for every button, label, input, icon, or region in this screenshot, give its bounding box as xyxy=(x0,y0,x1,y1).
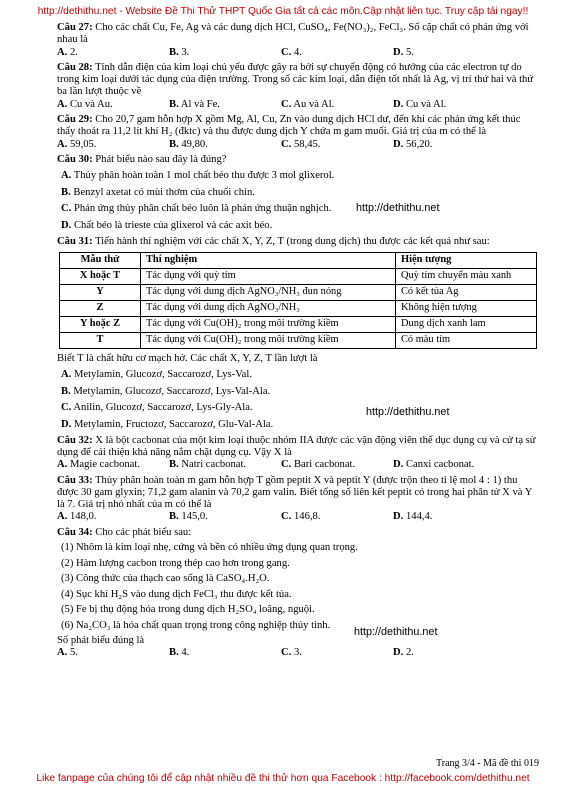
answer-options xyxy=(57,511,540,523)
table-row xyxy=(60,332,537,348)
option-d: D. Cu và Al. xyxy=(393,98,447,110)
option-c: C. 3. xyxy=(281,646,302,658)
table-cell: Có kết tủa Ag xyxy=(396,284,537,300)
question-34 xyxy=(57,527,540,539)
table-cell: Dung dịch xanh lam xyxy=(396,316,537,332)
site-footer-banner[interactable]: Like fanpage của chúng tôi để cập nhật nhiều đề thi thử hơn qua Facebook : http://facebook.com/dethithu.net xyxy=(36,773,530,784)
option-c: C. Anilin, Glucozơ, Saccarozơ, Lys-Gly-Ala. xyxy=(61,402,253,414)
table-cell: Có màu tím xyxy=(396,332,537,348)
answer-options xyxy=(57,47,540,59)
option-c: C. Au và Al. xyxy=(281,98,335,110)
option-b: B. Al và Fe. xyxy=(169,98,220,110)
statement-item: (5) Fe bị thụ động hóa trong dung dịch H₂SO₄ loãng, nguội. xyxy=(61,604,315,616)
option-d: D. 2. xyxy=(393,646,414,658)
table-row xyxy=(60,268,537,284)
watermark-url[interactable]: http://dethithu.net xyxy=(354,626,438,638)
question-28 xyxy=(57,62,540,99)
option-a: A. Metylamin, Glucozơ, Saccarozơ, Lys-Val. xyxy=(61,369,252,381)
table-row xyxy=(60,300,537,316)
answer-options xyxy=(57,99,540,111)
table-cell: T xyxy=(60,332,141,348)
table-cell: Tác dụng với Cu(OH)₂ trong môi trường kiềm xyxy=(141,316,396,332)
table-cell: Y xyxy=(60,284,141,300)
statement-item: (2) Hàm lượng cacbon trong thép cao hơn trong gang. xyxy=(61,557,290,569)
statement-item: (6) Na₂CO₃ là hóa chất quan trọng trong công nghiệp thủy tinh. xyxy=(61,619,331,631)
table-cell: Quỳ tím chuyển màu xanh xyxy=(396,268,537,284)
question-followup: Số phát biểu đúng là xyxy=(57,634,145,646)
question-text: Tính dẫn điện của kim loại chủ yếu được gây ra bởi sự chuyển động có hướng của các electron tự do trong kim loại dưới tác dụng của điện trường. Trong số các kim loại, dẫn điện tốt nhất là Ag, vị trí thứ hai và thứ ba lần lượt thuộc về xyxy=(57,61,534,98)
question-number: Câu 27: xyxy=(57,22,93,33)
table-header: Thí nghiệm xyxy=(141,252,396,268)
statement-item: (1) Nhôm là kim loại nhẹ, cứng và bền có nhiều ứng dụng quan trọng. xyxy=(61,541,358,553)
option-d: D. Chất béo là trieste của glixerol và các axit béo. xyxy=(61,220,273,232)
question-32 xyxy=(57,435,540,460)
experiment-table xyxy=(59,252,537,349)
question-text: Thủy phân hoàn toàn m gam hỗn hợp T gồm peptit X và peptit Y (được trộn theo tỉ lệ mol 4 : 1) thu được 30 gam glyxin; 71,2 gam alanin và 70,2 gam valin. Biết tổng số liên kết peptit có trong hai phân tử X và Y là 7. Giá trị nhỏ nhất của m có thể là xyxy=(57,474,532,511)
option-b: B. Benzyl axetat có mùi thơm của chuối chín. xyxy=(61,186,255,198)
site-header-banner[interactable]: http://dethithu.net - Website Đề Thi Thử THPT Quốc Gia tất cả các môn.Cập nhật liên tục. Truy cập tải ngay!! xyxy=(37,6,529,17)
exam-page-content xyxy=(57,22,540,659)
watermark-url[interactable]: http://dethithu.net xyxy=(366,406,450,418)
question-30 xyxy=(57,154,540,166)
question-33 xyxy=(57,475,540,512)
option-d: D. Metylamin, Fructozơ, Saccarozơ, Glu-Val-Ala. xyxy=(61,419,274,431)
option-d: D. 56,20. xyxy=(393,138,433,150)
option-b: B. 49,80. xyxy=(169,138,208,150)
table-cell: Tác dụng với Cu(OH)₂ trong môi trường kiềm xyxy=(141,332,396,348)
table-cell: Y hoặc Z xyxy=(60,316,141,332)
option-a: A. 2. xyxy=(57,46,78,58)
option-c: C. Phản ứng thủy phân chất béo luôn là phản ứng thuận nghịch. xyxy=(61,203,332,215)
option-d: D. 144,4. xyxy=(393,511,433,523)
option-d: D. Canxi cacbonat. xyxy=(393,459,475,471)
question-number: Câu 28: xyxy=(57,61,93,73)
table-row xyxy=(60,284,537,300)
option-c: C. 4. xyxy=(281,46,302,58)
option-a: A. 148,0. xyxy=(57,511,97,523)
question-text: X là bột cacbonat của một kim loại thuộc nhóm IIA được các vận động viên thể dục dụng cụ và cử tạ sử dụng để cải thiện khả năng nắm chặt dụng cụ. Vậy X là xyxy=(57,434,536,458)
question-text: Cho 20,7 gam hỗn hợp X gồm Mg, Al, Cu, Zn vào dung dịch HCl dư, đến khi các phản ứng kết thúc thấy thoát ra 11,2 lít khí H₂ (đktc) và thu được dung dịch Y chứa m gam muối. Giá trị của m có thể là xyxy=(57,114,521,138)
question-text: Phát biểu nào sau đây là đúng? xyxy=(95,153,227,165)
question-number: Câu 30: xyxy=(57,153,93,165)
question-number: Câu 34: xyxy=(57,526,93,538)
table-cell: Tác dụng với quỳ tím xyxy=(141,268,396,284)
option-d: D. 5. xyxy=(393,46,414,58)
question-number: Câu 31: xyxy=(57,235,93,247)
table-cell: X hoặc T xyxy=(60,268,141,284)
statement-item: (3) Công thức của thạch cao sống là CaSO₄.H₂O. xyxy=(61,573,270,585)
question-number: Câu 32: xyxy=(57,434,93,446)
option-a: A. 5. xyxy=(57,646,78,658)
option-c: C. 146,8. xyxy=(281,511,321,523)
option-a: A. Cu và Au. xyxy=(57,98,113,110)
table-cell: Tác dụng với dung dịch AgNO₃/NH₃ xyxy=(141,300,396,316)
option-a: A. Thủy phân hoàn toàn 1 mol chất béo thu được 3 mol glixerol. xyxy=(61,170,335,182)
question-31 xyxy=(57,236,540,248)
table-header: Mẫu thử xyxy=(60,252,141,268)
option-b: B. 4. xyxy=(169,646,190,658)
option-b: B. Metylamin, Glucozơ, Saccarozơ, Lys-Val-Ala. xyxy=(61,385,271,397)
answer-options xyxy=(57,459,540,471)
option-b: B. Natri cacbonat. xyxy=(169,459,247,471)
question-text: Cho các phát biểu sau: xyxy=(95,526,192,538)
option-c: C. Bari cacbonat. xyxy=(281,459,356,471)
question-number: Câu 29: xyxy=(57,114,93,126)
page-number: Trang 3/4 - Mã đề thi 019 xyxy=(436,758,539,769)
option-a: A. 59,05. xyxy=(57,138,97,150)
question-text: Cho các chất Cu, Fe, Ag và các dung dịch HCl, CuSO₄, Fe(NO₃)₂, FeCl₃. Số cặp chất có phản ứng với nhau là xyxy=(57,22,529,46)
answer-options xyxy=(57,139,540,151)
option-b: B. 145,0. xyxy=(169,511,208,523)
table-cell: Tác dụng với dung dịch AgNO₃/NH₃ đun nóng xyxy=(141,284,396,300)
watermark-url[interactable]: http://dethithu.net xyxy=(356,202,440,214)
statement-item: (4) Sục khí H₂S vào dung dịch FeCl₃ thu được kết tủa. xyxy=(61,588,292,600)
question-text: Tiến hành thí nghiệm với các chất X, Y, Z, T (trong dung dịch) thu được các kết quả như sau: xyxy=(95,235,490,247)
question-number: Câu 33: xyxy=(57,474,93,486)
table-row xyxy=(60,316,537,332)
answer-options xyxy=(57,647,540,659)
option-c: C. 58,45. xyxy=(281,138,321,150)
question-followup: Biết T là chất hữu cơ mạch hở. Các chất X, Y, Z, T lần lượt là xyxy=(57,352,318,364)
table-cell: Z xyxy=(60,300,141,316)
option-a: A. Magie cacbonat. xyxy=(57,459,140,471)
table-header-row xyxy=(60,252,537,268)
table-header: Hiện tượng xyxy=(396,252,537,268)
question-29 xyxy=(57,114,540,139)
table-cell: Không hiện tượng xyxy=(396,300,537,316)
option-b: B. 3. xyxy=(169,46,190,58)
question-27 xyxy=(57,22,540,47)
